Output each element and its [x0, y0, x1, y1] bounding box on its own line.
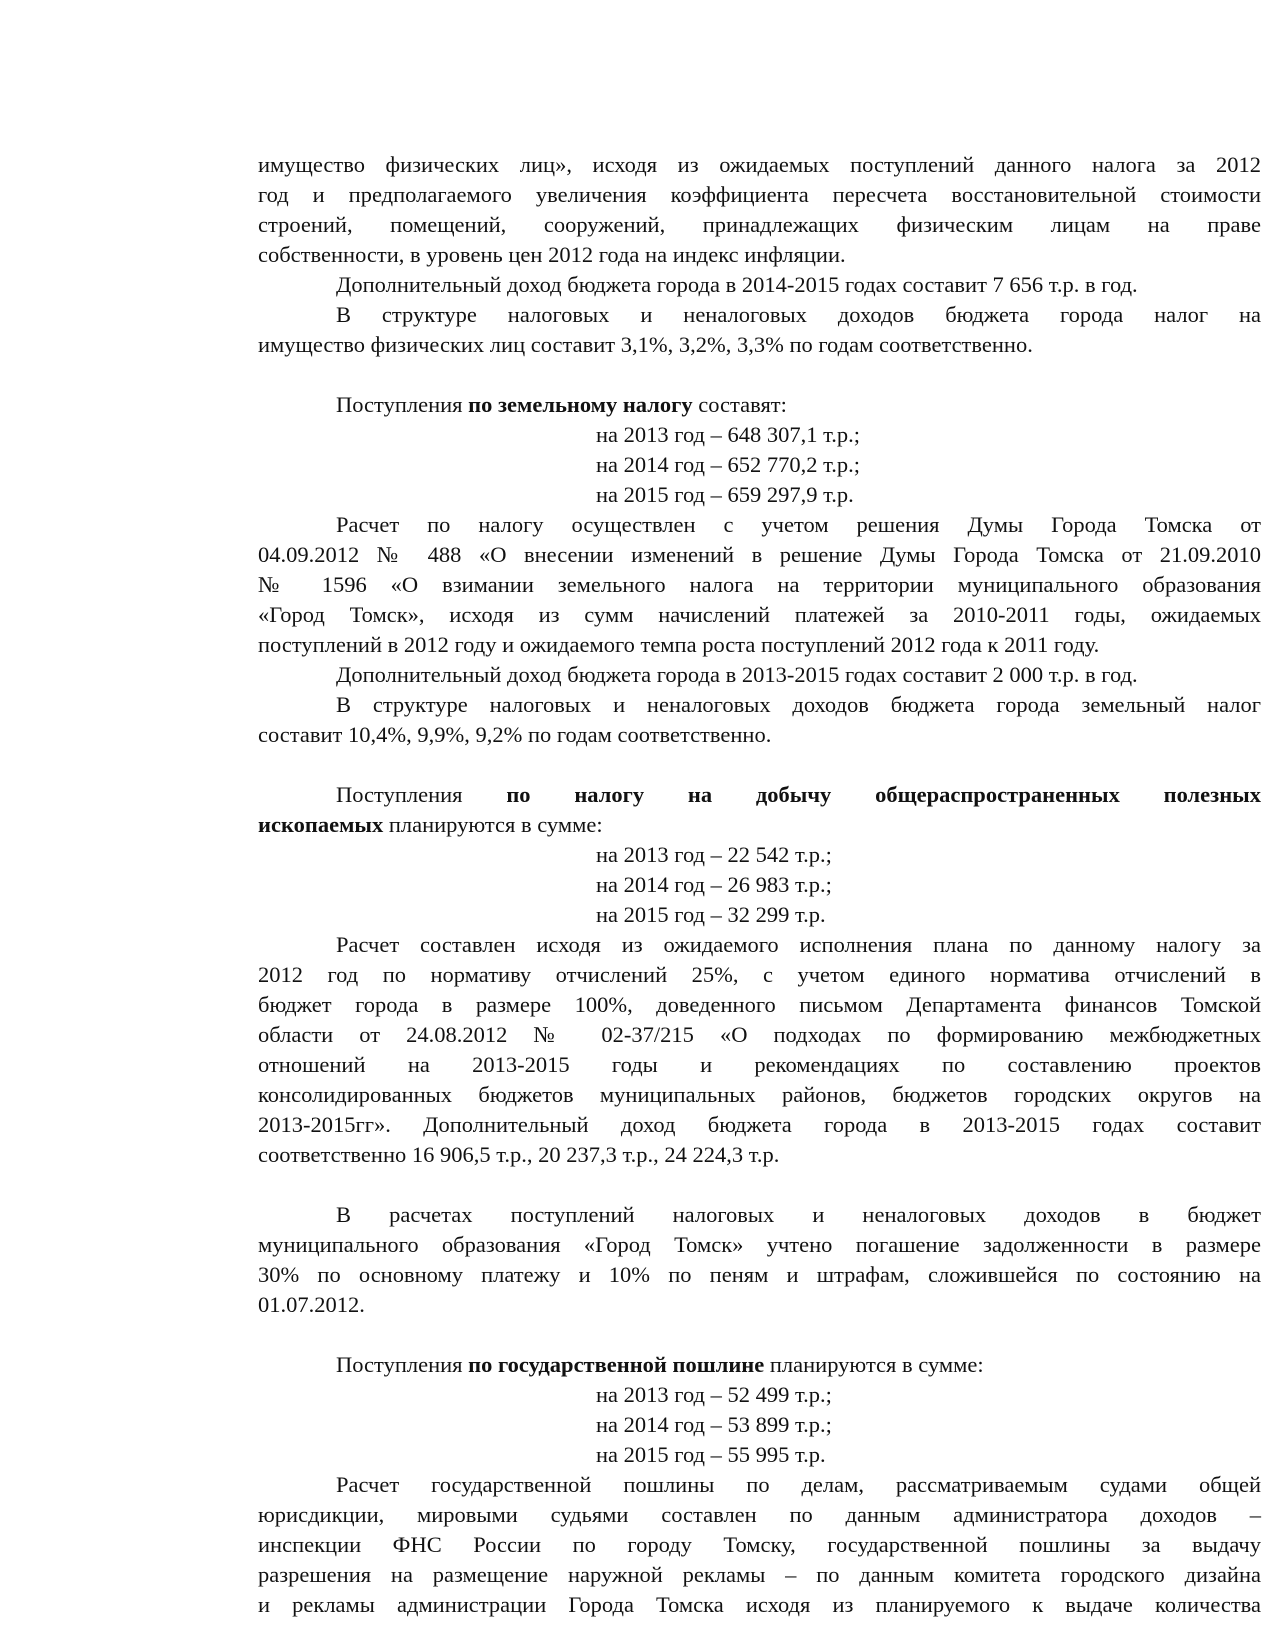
- property-tax-share-line-1: В структуре налоговых и неналоговых доходов бюджета города налог на: [336, 302, 1261, 327]
- document-page: [258, 150, 1275, 1650]
- mining-tax-calc-line-3: бюджет города в размере 100%, доведенного письмом Департамента финансов Томской: [258, 992, 1261, 1017]
- land-tax-share-line-2: составит 10,4%, 9,9%, 9,2% по годам соответственно.: [258, 722, 772, 747]
- land-tax-heading-post: составят:: [692, 392, 787, 417]
- mining-tax-calc-line-6: консолидированных бюджетов муниципальных районов, бюджетов городских округов на: [258, 1082, 1261, 1107]
- state-duty-calc-line-4: разрешения на размещение наружной рекламы – по данным комитета городского дизайна: [258, 1562, 1261, 1587]
- state-duty-calc-line-5: и рекламы администрации Города Томска исходя из планируемого к выдаче количества: [258, 1592, 1261, 1617]
- mining-tax-calc-line-5: отношений на 2013-2015 годы и рекомендациях по составлению проектов: [258, 1052, 1261, 1077]
- land-tax-calc-line-2: 04.09.2012 № 488 «О внесении изменений в решение Думы Города Томска от 21.09.2010: [258, 542, 1261, 567]
- debt-line-2: муниципального образования «Город Томск» учтено погашение задолженности в размере: [258, 1232, 1261, 1257]
- land-tax-share-line-1: В структуре налоговых и неналоговых доходов бюджета города земельный налог: [336, 692, 1261, 717]
- land-tax-calc-line-4: «Город Томск», исходя из сумм начислений платежей за 2010-2011 годы, ожидаемых: [258, 602, 1261, 627]
- state-duty-heading-pre: Поступления: [336, 1352, 469, 1377]
- property-tax-line-2: год и предполагаемого увеличения коэффициента пересчета восстановительной стоимости: [258, 182, 1261, 207]
- state-duty-calc-line-1: Расчет государственной пошлины по делам, рассматриваемым судами общей: [336, 1472, 1261, 1497]
- state-duty-calc-line-2: юрисдикции, мировыми судьями составлен по данным администратора доходов –: [258, 1502, 1261, 1527]
- mining-tax-2014: на 2014 год – 26 983 т.р.;: [596, 872, 832, 897]
- debt-line-3: 30% по основному платежу и 10% по пеням и штрафам, сложившейся по состоянию на: [258, 1262, 1261, 1287]
- state-duty-heading: [258, 1350, 1261, 1380]
- mining-tax-calc-line-7: 2013-2015гг». Дополнительный доход бюджета города в 2013-2015 годах составит: [258, 1112, 1261, 1137]
- mining-tax-2015: на 2015 год – 32 299 т.р.: [596, 902, 826, 927]
- mining-tax-heading-bold-2: ископаемых: [258, 812, 384, 837]
- land-tax-heading: [258, 390, 1261, 420]
- property-tax-share-line-2: имущество физических лиц составит 3,1%, 3,2%, 3,3% по годам соответственно.: [258, 332, 1033, 357]
- debt-line-4: 01.07.2012.: [258, 1292, 365, 1317]
- property-tax-line-3: строений, помещений, сооружений, принадлежащих физическим лицам на праве: [258, 212, 1261, 237]
- mining-tax-2013: на 2013 год – 22 542 т.р.;: [596, 842, 832, 867]
- land-tax-heading-pre: Поступления: [336, 392, 469, 417]
- mining-tax-heading-bold-1: по налогу на добычу общераспространенных полезных: [506, 782, 1261, 807]
- land-tax-calc-line-5: поступлений в 2012 году и ожидаемого темпа роста поступлений 2012 года к 2011 году.: [258, 632, 1100, 657]
- land-tax-calc-line-1: Расчет по налогу осуществлен с учетом решения Думы Города Томска от: [336, 512, 1261, 537]
- land-tax-2013: на 2013 год – 648 307,1 т.р.;: [596, 422, 861, 447]
- state-duty-heading-bold: по государственной пошлине: [468, 1352, 765, 1377]
- mining-tax-heading-pre: Поступления: [336, 782, 507, 807]
- state-duty-2015: на 2015 год – 55 995 т.р.: [596, 1442, 826, 1467]
- state-duty-2013: на 2013 год – 52 499 т.р.;: [596, 1382, 832, 1407]
- mining-tax-heading-post: планируются в сумме:: [383, 812, 603, 837]
- property-tax-line-1: имущество физических лиц», исходя из ожидаемых поступлений данного налога за 2012: [258, 152, 1261, 177]
- state-duty-heading-post: планируются в сумме:: [764, 1352, 984, 1377]
- land-tax-calc-line-3: № 1596 «О взимании земельного налога на территории муниципального образования: [258, 572, 1261, 597]
- mining-tax-heading-line-2: [258, 810, 1261, 840]
- mining-tax-calc-line-8: соответственно 16 906,5 т.р., 20 237,3 т.р., 24 224,3 т.р.: [258, 1142, 780, 1167]
- state-duty-calc-line-3: инспекции ФНС России по городу Томску, государственной пошлины за выдачу: [258, 1532, 1261, 1557]
- mining-tax-calc-line-2: 2012 год по нормативу отчислений 25%, с учетом единого норматива отчислений в: [258, 962, 1261, 987]
- land-tax-2014: на 2014 год – 652 770,2 т.р.;: [596, 452, 861, 477]
- state-duty-2014: на 2014 год – 53 899 т.р.;: [596, 1412, 832, 1437]
- mining-tax-calc-line-1: Расчет составлен исходя из ожидаемого исполнения плана по данному налогу за: [336, 932, 1261, 957]
- mining-tax-heading-line-1: [258, 780, 1261, 810]
- land-tax-2015: на 2015 год – 659 297,9 т.р.: [596, 482, 854, 507]
- land-tax-extra-income: Дополнительный доход бюджета города в 2013-2015 годах составит 2 000 т.р. в год.: [336, 662, 1138, 687]
- debt-line-1: В расчетах поступлений налоговых и неналоговых доходов в бюджет: [336, 1202, 1261, 1227]
- property-tax-extra-income: Дополнительный доход бюджета города в 2014-2015 годах составит 7 656 т.р. в год.: [336, 272, 1138, 297]
- mining-tax-calc-line-4: области от 24.08.2012 № 02-37/215 «О подходах по формированию межбюджетных: [258, 1022, 1261, 1047]
- land-tax-heading-bold: по земельному налогу: [468, 392, 693, 417]
- property-tax-line-4: собственности, в уровень цен 2012 года на индекс инфляции.: [258, 242, 846, 267]
- document-text: [258, 150, 1261, 1620]
